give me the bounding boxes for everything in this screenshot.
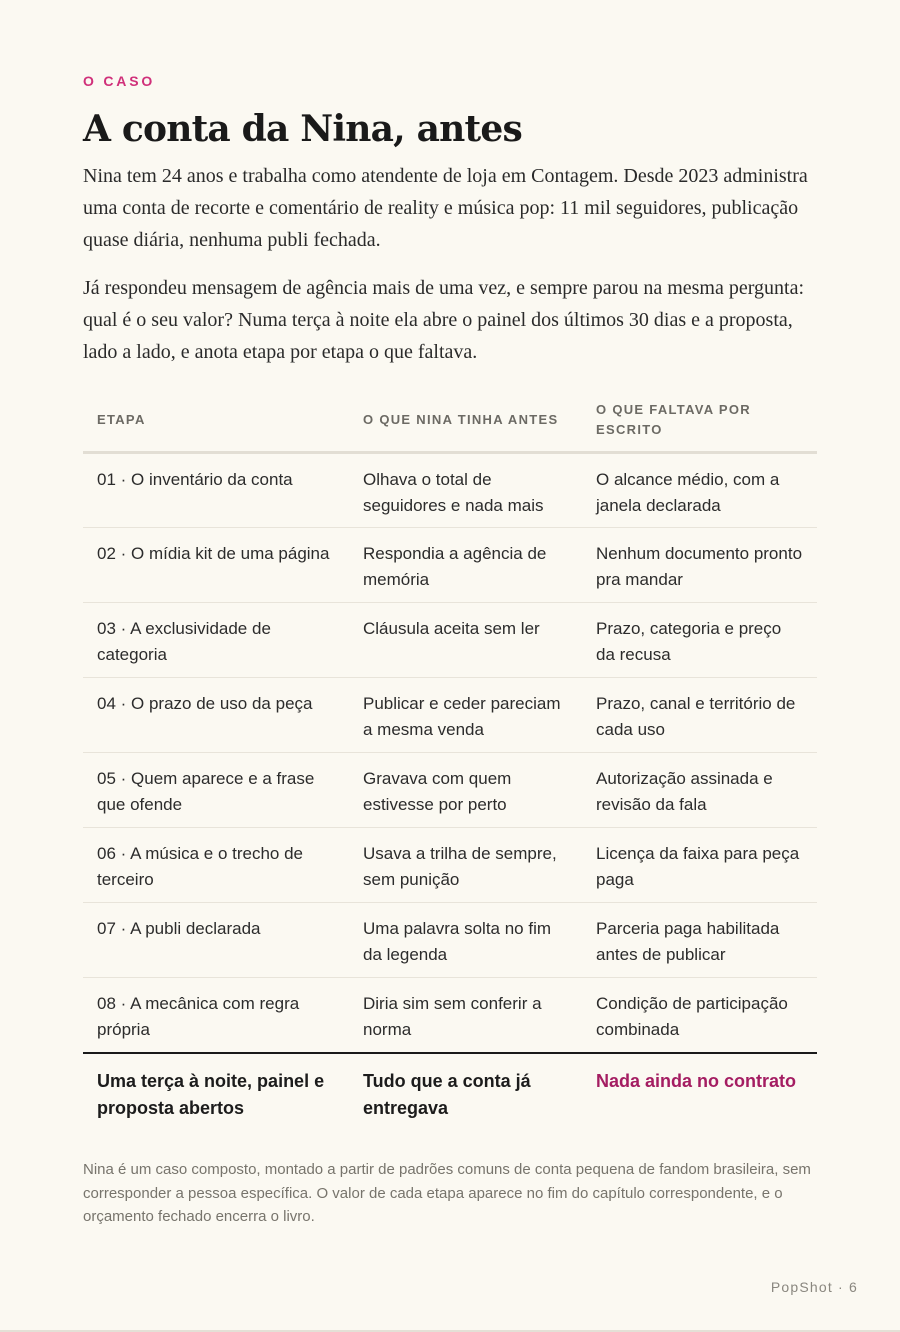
intro-paragraph-1: Nina tem 24 anos e trabalha como atendente de loja em Contagem. Desde 2023 administra uma conta de recorte e comentário de reality e música pop: 11 mil seguidores, publicação quase diária, nenhuma publi fechada. [83,165,808,251]
table-header-row [83,388,817,453]
before-cell: Cláusula aceita sem ler [349,603,582,678]
intro-paragraph-2: Já respondeu mensagem de agência mais de uma vez, e sempre parou na mesma pergunta: qual é o seu valor? Numa terça à noite ela abre o painel dos últimos 30 dias e a proposta, lado a lado, e anota etapa por etapa o que faltava. [83,277,805,363]
before-cell: Publicar e ceder pareciam a mesma venda [349,678,582,753]
summary-row [83,1053,817,1133]
step-cell: 02 · O mídia kit de uma página [83,528,349,603]
page-footer: PopShot · 6 [770,1279,858,1295]
step-cell: 08 · A mecânica com regra própria [83,978,349,1053]
table-row [83,453,817,528]
missing-cell: Autorização assinada e revisão da fala [582,753,817,828]
step-cell: 07 · A publi declarada [83,903,349,978]
missing-cell: Prazo, canal e território de cada uso [582,678,817,753]
before-cell: Olhava o total de seguidores e nada mais [349,453,582,528]
before-cell: Respondia a agência de memória [349,528,582,603]
header-etapa: ETAPA [83,388,349,453]
step-cell: 05 · Quem aparece e a frase que ofende [83,753,349,828]
table-row [83,678,817,753]
steps-table [83,388,817,1133]
before-cell: Usava a trilha de sempre, sem punição [349,828,582,903]
summary-delivered: Tudo que a conta já entregava [363,1070,531,1118]
page-title: A conta da Nina, antes [83,108,522,150]
step-cell: 01 · O inventário da conta [83,453,349,528]
missing-cell: Condição de participação combinada [582,978,817,1053]
summary-contract: Nada ainda no contrato [596,1070,797,1091]
step-cell: 04 · O prazo de uso da peça [83,678,349,753]
section-kicker: O CASO [83,73,156,89]
table-row [83,528,817,603]
step-cell: 06 · A música e o trecho de terceiro [83,828,349,903]
before-cell: Diria sim sem conferir a norma [349,978,582,1053]
summary-situation: Uma terça à noite, painel e proposta abertos [97,1070,325,1118]
header-faltava: O QUE FALTAVA POR ESCRITO [582,388,817,453]
table-row [83,828,817,903]
table-row [83,603,817,678]
before-cell: Gravava com quem estivesse por perto [349,753,582,828]
before-cell: Uma palavra solta no fim da legenda [349,903,582,978]
missing-cell: Prazo, categoria e preço da recusa [582,603,817,678]
missing-cell: Licença da faixa para peça paga [582,828,817,903]
case-note: Nina é um caso composto, montado a partir de padrões comuns de conta pequena de fandom brasileira, sem corresponder a pessoa específica. O valor de cada etapa aparece no fim do capítulo correspondente, e o orçamento fechado encerra o livro. [83,1161,811,1225]
table-row [83,753,817,828]
missing-cell: O alcance médio, com a janela declarada [582,453,817,528]
table-row [83,978,817,1053]
missing-cell: Parceria paga habilitada antes de publicar [582,903,817,978]
missing-cell: Nenhum documento pronto pra mandar [582,528,817,603]
step-cell: 03 · A exclusividade de categoria [83,603,349,678]
header-antes: O QUE NINA TINHA ANTES [349,388,582,453]
table-row [83,903,817,978]
